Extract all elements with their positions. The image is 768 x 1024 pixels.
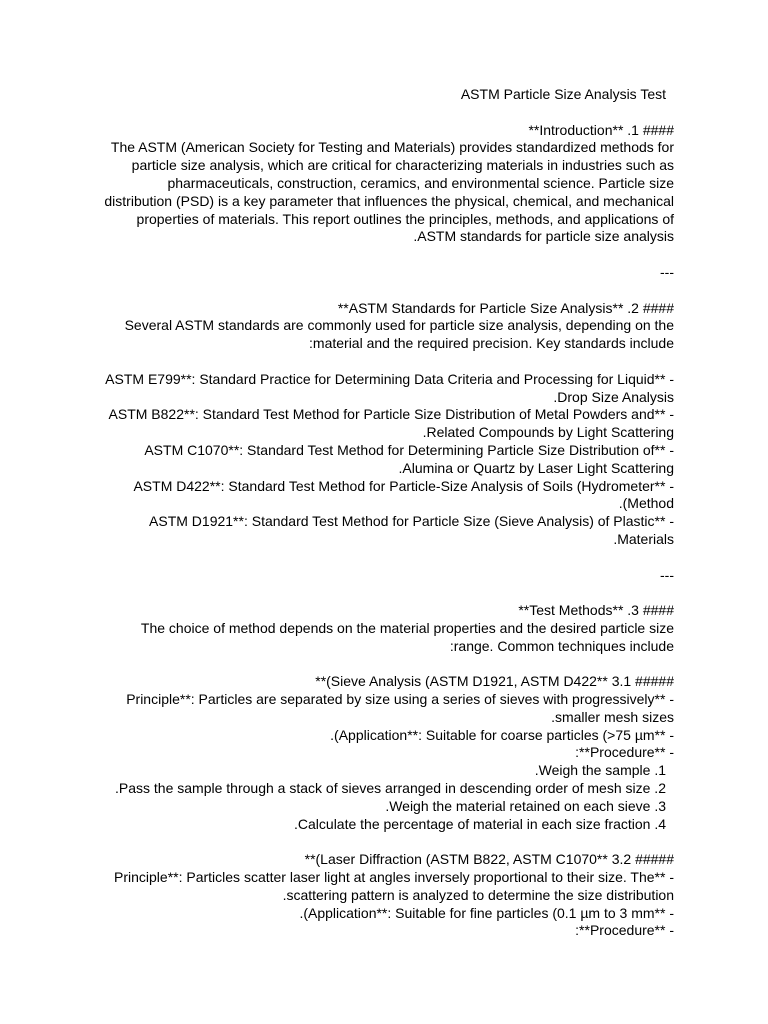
spacer: [96, 584, 674, 602]
list-item: Principle**: Particles scatter laser light at angles inversely proportional to their size. The** -: [114, 869, 674, 886]
list-item: ASTM D1921**: Standard Test Method for Particle Size (Sieve Analysis) of Plastic** -: [149, 513, 674, 530]
procedure-step: .Weigh the sample .1: [534, 762, 666, 779]
subsection-heading-sieve-analysis: **(Sieve Analysis (ASTM D1921, ASTM D422** 3.1 #####: [315, 673, 674, 690]
spacer: [96, 104, 674, 122]
procedure-step: .Pass the sample through a stack of sieves arranged in descending order of mesh size .2: [115, 780, 666, 797]
horizontal-divider: ---: [660, 566, 674, 583]
spacer: [96, 353, 674, 371]
list-item: .(Application**: Suitable for fine particles (0.1 µm to 3 mm** -: [299, 904, 674, 921]
paragraph-line: :material and the required precision. Key standards include: [309, 335, 674, 352]
list-item: .scattering pattern is analyzed to determine the size distribution: [282, 886, 674, 903]
list-item: .smaller mesh sizes: [551, 708, 674, 725]
procedure-step: .Weigh the material retained on each sieve .3: [385, 797, 666, 814]
document-title: ASTM Particle Size Analysis Test: [460, 86, 666, 102]
list-item: :**Procedure** -: [575, 922, 674, 939]
section-heading-test-methods: **Test Methods** .3 ####: [518, 602, 674, 619]
list-item: ASTM E799**: Standard Practice for Determining Data Criteria and Processing for Liquid** -: [105, 370, 674, 387]
spacer: [96, 282, 674, 300]
paragraph-line: :range. Common techniques include: [449, 637, 674, 654]
list-item: .Drop Size Analysis: [553, 388, 674, 405]
list-item: .(Method: [618, 495, 674, 512]
spacer: [96, 246, 674, 264]
list-item: ASTM C1070**: Standard Test Method for Determining Particle Size Distribution of** -: [144, 441, 674, 458]
paragraph-line: Several ASTM standards are commonly used for particle size analysis, depending on the: [124, 317, 674, 334]
paragraph-line: .ASTM standards for particle size analysis: [413, 228, 674, 245]
subsection-heading-laser-diffraction: **(Laser Diffraction (ASTM B822, ASTM C1070** 3.2 #####: [304, 851, 674, 868]
section-heading-standards: **ASTM Standards for Particle Size Analysis** .2 ####: [337, 299, 674, 316]
list-item: .(Application**: Suitable for coarse particles (>75 µm** -: [330, 726, 674, 743]
paragraph-line: The choice of method depends on the material properties and the desired particle size: [140, 619, 674, 636]
spacer: [96, 549, 674, 567]
list-item: Principle**: Particles are separated by size using a series of sieves with progressively** -: [126, 691, 674, 708]
horizontal-divider: ---: [660, 263, 674, 280]
spacer: [96, 833, 674, 851]
paragraph-line: distribution (PSD) is a key parameter that influences the physical, chemical, and mechanical: [104, 192, 674, 209]
list-item: ASTM D422**: Standard Test Method for Particle-Size Analysis of Soils (Hydrometer** -: [133, 477, 674, 494]
procedure-step: .Calculate the percentage of material in each size fraction .4: [294, 815, 666, 832]
paragraph-line: properties of materials. This report outlines the principles, methods, and applications of: [136, 210, 674, 227]
list-item: .Related Compounds by Light Scattering: [422, 424, 674, 441]
paragraph-line: particle size analysis, which are critical for characterizing materials in industries such as: [131, 157, 674, 174]
spacer: [96, 656, 674, 674]
list-item: :**Procedure** -: [575, 744, 674, 761]
list-item: .Materials: [613, 530, 674, 547]
paragraph-line: pharmaceuticals, construction, ceramics, and environmental science. Particle size: [167, 174, 674, 191]
paragraph-line: The ASTM (American Society for Testing and Materials) provides standardized methods for: [110, 139, 674, 156]
list-item: ASTM B822**: Standard Test Method for Particle Size Distribution of Metal Powders and** -: [108, 406, 674, 423]
section-heading-introduction: **Introduction** .1 ####: [528, 121, 674, 138]
list-item: .Alumina or Quartz by Laser Light Scattering: [398, 459, 674, 476]
